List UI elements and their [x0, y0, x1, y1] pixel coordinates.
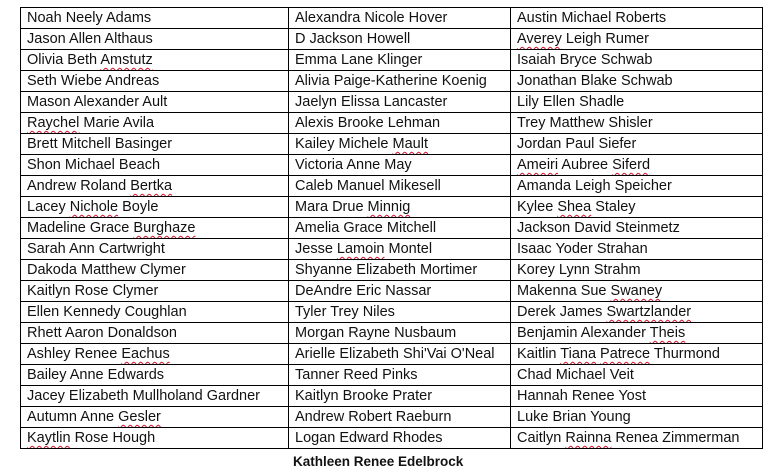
name-cell[interactable]: Isaac Yoder Strahan	[511, 239, 763, 260]
name-cell[interactable]: Trey Matthew Shisler	[511, 113, 763, 134]
name-cell[interactable]: Makenna Sue Swaney	[511, 281, 763, 302]
spellcheck-flagged-word: Minnig	[367, 199, 411, 215]
table-row	[21, 176, 763, 197]
name-cell[interactable]: Autumn Anne Gesler	[21, 407, 289, 428]
table-row	[21, 428, 763, 449]
table-row	[21, 323, 763, 344]
name-cell[interactable]: Luke Brian Young	[511, 407, 763, 428]
name-cell[interactable]: Lily Ellen Shadle	[511, 92, 763, 113]
name-cell[interactable]: Jonathan Blake Schwab	[511, 71, 763, 92]
name-cell[interactable]: Kaytlin Rose Hough	[21, 428, 289, 449]
table-row	[21, 71, 763, 92]
name-cell[interactable]: Rhett Aaron Donaldson	[21, 323, 289, 344]
names-table	[20, 7, 763, 449]
name-cell[interactable]: Jesse Lamoin Montel	[289, 239, 511, 260]
name-cell[interactable]: Caleb Manuel Mikesell	[289, 176, 511, 197]
name-cell[interactable]: Chad Michael Veit	[511, 365, 763, 386]
spellcheck-flagged-word: Eachus	[121, 346, 170, 362]
spellcheck-flagged-word: Mault	[392, 136, 428, 152]
name-cell[interactable]: Shyanne Elizabeth Mortimer	[289, 260, 511, 281]
table-row	[21, 155, 763, 176]
name-cell[interactable]: Lacey Nichole Boyle	[21, 197, 289, 218]
table-row	[21, 197, 763, 218]
name-cell[interactable]: Jason Allen Althaus	[21, 29, 289, 50]
names-table-body	[21, 8, 763, 449]
spellcheck-flagged-word: Tiana	[560, 346, 597, 362]
name-cell[interactable]: Derek James Swartzlander	[511, 302, 763, 323]
name-cell[interactable]: Jackson David Steinmetz	[511, 218, 763, 239]
name-cell[interactable]: Victoria Anne May	[289, 155, 511, 176]
table-row	[21, 113, 763, 134]
name-cell[interactable]: Averey Leigh Rumer	[511, 29, 763, 50]
table-row	[21, 407, 763, 428]
name-cell[interactable]: Mason Alexander Ault	[21, 92, 289, 113]
name-cell[interactable]: Ameiri Aubree Siferd	[511, 155, 763, 176]
name-cell[interactable]: Sarah Ann Cartwright	[21, 239, 289, 260]
name-cell[interactable]: Noah Neely Adams	[21, 8, 289, 29]
spellcheck-flagged-word: Siferd	[612, 157, 651, 173]
name-cell[interactable]: Tanner Reed Pinks	[289, 365, 511, 386]
name-cell[interactable]: Caitlyn Rainna Renea Zimmerman	[511, 428, 763, 449]
name-cell[interactable]: Korey Lynn Strahm	[511, 260, 763, 281]
spellcheck-flagged-word: Bertka	[130, 178, 173, 194]
name-cell[interactable]: Hannah Renee Yost	[511, 386, 763, 407]
table-row	[21, 50, 763, 71]
table-row	[21, 260, 763, 281]
name-cell[interactable]: Jaelyn Elissa Lancaster	[289, 92, 511, 113]
table-row	[21, 29, 763, 50]
spellcheck-flagged-word: Burghaze	[133, 220, 196, 236]
spellcheck-flagged-word: Swartzlander	[606, 304, 692, 320]
name-cell[interactable]: Dakoda Matthew Clymer	[21, 260, 289, 281]
name-cell[interactable]: Isaiah Bryce Schwab	[511, 50, 763, 71]
name-cell[interactable]: Olivia Beth Amstutz	[21, 50, 289, 71]
table-row	[21, 386, 763, 407]
name-cell[interactable]: Kaitlyn Rose Clymer	[21, 281, 289, 302]
spellcheck-flagged-word: Patrece	[600, 346, 651, 362]
name-cell[interactable]: Andrew Robert Raeburn	[289, 407, 511, 428]
spellcheck-flagged-word: Shea	[557, 199, 592, 215]
spellcheck-flagged-word: Kaytlin	[27, 430, 71, 446]
document-page	[20, 7, 762, 449]
name-cell[interactable]: Tyler Trey Niles	[289, 302, 511, 323]
name-cell[interactable]: Arielle Elizabeth Shi'Vai O'Neal	[289, 344, 511, 365]
name-cell[interactable]: Kaitlin Tiana Patrece Thurmond	[511, 344, 763, 365]
table-row	[21, 365, 763, 386]
name-cell[interactable]: Madeline Grace Burghaze	[21, 218, 289, 239]
table-row	[21, 134, 763, 155]
name-cell[interactable]: Kailey Michele Mault	[289, 134, 511, 155]
name-cell[interactable]: Raychel Marie Avila	[21, 113, 289, 134]
table-row	[21, 281, 763, 302]
spellcheck-flagged-word: Nichole	[69, 199, 119, 215]
table-row	[21, 92, 763, 113]
name-cell[interactable]: Amelia Grace Mitchell	[289, 218, 511, 239]
name-cell[interactable]: Benjamin Alexander Theis	[511, 323, 763, 344]
name-cell[interactable]: Kylee Shea Staley	[511, 197, 763, 218]
spellcheck-flagged-word: Rainna	[565, 430, 612, 446]
spellcheck-flagged-word: Theis	[649, 325, 686, 341]
name-cell[interactable]: Alexandra Nicole Hover	[289, 8, 511, 29]
name-cell[interactable]: Alexis Brooke Lehman	[289, 113, 511, 134]
name-cell[interactable]: Brett Mitchell Basinger	[21, 134, 289, 155]
name-cell[interactable]: Mara Drue Minnig	[289, 197, 511, 218]
spellcheck-flagged-word: Lamoin	[336, 241, 385, 257]
table-row	[21, 239, 763, 260]
spellcheck-flagged-word: Ameiri	[517, 157, 559, 173]
spellcheck-flagged-word: Swaney	[610, 283, 663, 299]
name-cell[interactable]: Morgan Rayne Nusbaum	[289, 323, 511, 344]
table-row	[21, 8, 763, 29]
name-cell[interactable]: Amanda Leigh Speicher	[511, 176, 763, 197]
spellcheck-flagged-word: Gesler	[118, 409, 161, 425]
name-cell[interactable]: Ashley Renee Eachus	[21, 344, 289, 365]
name-cell[interactable]: Bailey Anne Edwards	[21, 365, 289, 386]
name-cell[interactable]: Alivia Paige-Katherine Koenig	[289, 71, 511, 92]
footer-name: Kathleen Renee Edelbrock	[293, 454, 464, 469]
table-row	[21, 218, 763, 239]
name-cell[interactable]: Jordan Paul Siefer	[511, 134, 763, 155]
name-cell[interactable]: Jacey Elizabeth Mullholand Gardner	[21, 386, 289, 407]
spellcheck-flagged-word: Averey	[517, 31, 562, 47]
name-cell[interactable]: Shon Michael Beach	[21, 155, 289, 176]
name-cell[interactable]: Ellen Kennedy Coughlan	[21, 302, 289, 323]
table-row	[21, 302, 763, 323]
name-cell[interactable]: Andrew Roland Bertka	[21, 176, 289, 197]
table-row	[21, 344, 763, 365]
spellcheck-flagged-word: Raychel	[27, 115, 80, 131]
name-cell[interactable]: Kaitlyn Brooke Prater	[289, 386, 511, 407]
name-cell[interactable]: Seth Wiebe Andreas	[21, 71, 289, 92]
name-cell[interactable]: Emma Lane Klinger	[289, 50, 511, 71]
name-cell[interactable]: D Jackson Howell	[289, 29, 511, 50]
name-cell[interactable]: DeAndre Eric Nassar	[289, 281, 511, 302]
name-cell[interactable]: Logan Edward Rhodes	[289, 428, 511, 449]
name-cell[interactable]: Austin Michael Roberts	[511, 8, 763, 29]
spellcheck-flagged-word: Amstutz	[100, 52, 153, 68]
